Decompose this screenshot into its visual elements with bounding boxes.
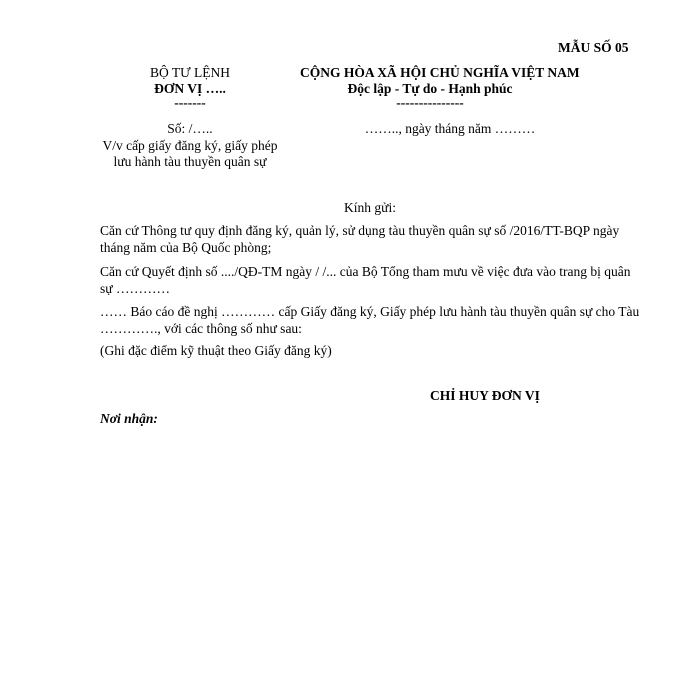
place-date: …….., ngày tháng năm ……… bbox=[364, 121, 536, 136]
paragraph-request: …… Báo cáo đề nghị ………… cấp Giấy đăng ký, Giấy phép lưu hành tàu thuyền quân sự cho Tàu …………., với các thông số như sau: bbox=[100, 304, 640, 336]
national-motto: Độc lập - Tự do - Hạnh phúc bbox=[347, 81, 513, 96]
paragraph-legal-basis-decision: Căn cứ Quyết định số ..../QĐ-TM ngày / /... của Bộ Tổng tham mưu về việc đưa vào trang bị quân sự ………… bbox=[100, 264, 631, 296]
right-header-rule: --------------- bbox=[396, 95, 464, 110]
salutation: Kính gửi: bbox=[344, 200, 396, 215]
signature-title: CHỈ HUY ĐƠN VỊ bbox=[430, 388, 540, 403]
paragraph-technical-note: (Ghi đặc điểm kỹ thuật theo Giấy đăng ký) bbox=[100, 343, 332, 358]
left-header-rule: ------- bbox=[174, 95, 206, 110]
paragraph-legal-basis-circular: Căn cứ Thông tư quy định đăng ký, quản lý, sử dụng tàu thuyền quân sự số /2016/TT-BQP ngày tháng năm của Bộ Quốc phòng; bbox=[100, 223, 620, 255]
recipients-label: Nơi nhận: bbox=[100, 411, 158, 426]
subject-line-2: lưu hành tàu thuyền quân sự bbox=[113, 154, 267, 169]
ministry-name: BỘ TƯ LỆNH bbox=[150, 65, 230, 80]
unit-name: ĐƠN VỊ ….. bbox=[154, 81, 226, 96]
nation-title: CỘNG HÒA XÃ HỘI CHỦ NGHĨA VIỆT NAM bbox=[300, 65, 580, 80]
document-number: Số: /….. bbox=[167, 121, 213, 136]
form-code: MẪU SỐ 05 bbox=[558, 40, 629, 55]
subject-line-1: V/v cấp giấy đăng ký, giấy phép bbox=[102, 138, 278, 153]
